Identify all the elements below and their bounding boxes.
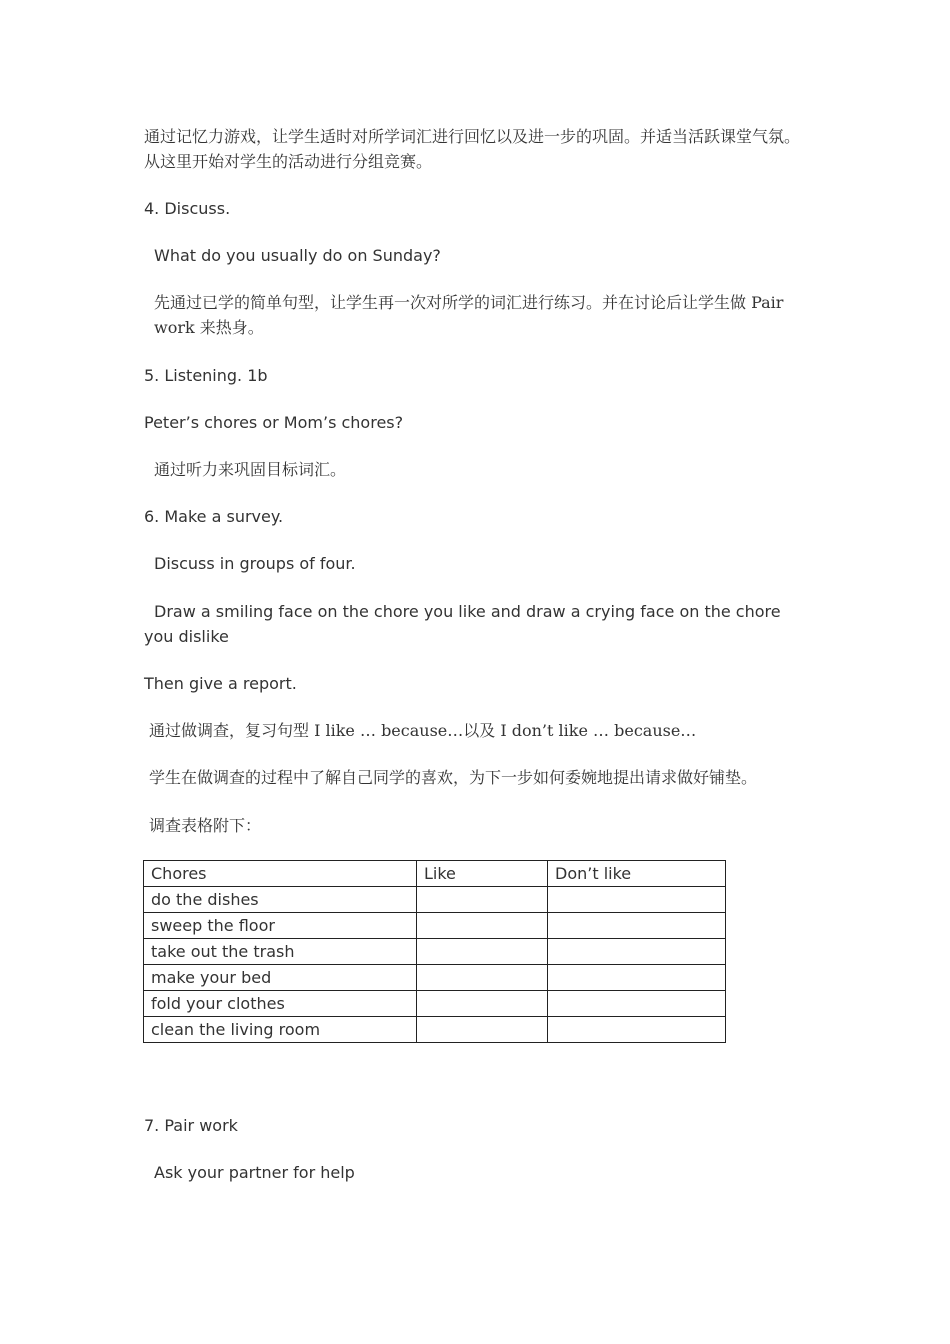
intro-paragraph: 通过记忆力游戏，让学生适时对所学词汇进行回忆以及进一步的巩固。并适当活跃课堂气氛。从这里开始对学生的活动进行分组竞赛。 [144, 127, 801, 171]
survey-table [143, 860, 726, 1043]
section-5-note: 通过听力来巩固目标词汇。 [154, 460, 347, 479]
like-cell [417, 1017, 548, 1043]
dont-like-cell [548, 965, 726, 991]
dont-like-cell [548, 887, 726, 913]
chore-cell: make your bed [144, 965, 417, 991]
table-row [144, 913, 726, 939]
section-7-title: 7. Pair work [144, 1116, 238, 1135]
section-5-question: Peter’s chores or Mom’s chores? [144, 413, 404, 432]
header-chores: Chores [144, 861, 417, 887]
dont-like-cell [548, 1017, 726, 1043]
like-cell [417, 887, 548, 913]
section-6-line-3: Then give a report. [144, 674, 297, 693]
section-5-title: 5. Listening. 1b [144, 366, 268, 385]
chore-cell: take out the trash [144, 939, 417, 965]
section-4-title: 4. Discuss. [144, 199, 231, 218]
like-cell [417, 913, 548, 939]
table-row [144, 1017, 726, 1043]
table-row [144, 939, 726, 965]
table-row [144, 887, 726, 913]
section-4-question: What do you usually do on Sunday? [154, 246, 441, 265]
section-6-note-3: 调查表格附下： [149, 816, 262, 835]
like-cell [417, 965, 548, 991]
section-6-line-1: Discuss in groups of four. [154, 554, 356, 573]
section-6-line-2: Draw a smiling face on the chore you like and draw a crying face on the chore you dislike [144, 602, 781, 646]
like-cell [417, 991, 548, 1017]
table-row [144, 965, 726, 991]
section-7-line-1: Ask your partner for help [154, 1163, 355, 1182]
header-dont-like: Don’t like [548, 861, 726, 887]
dont-like-cell [548, 913, 726, 939]
section-4-note: 先通过已学的简单句型，让学生再一次对所学的词汇进行练习。并在讨论后让学生做 Pair work 来热身。 [154, 293, 784, 337]
section-6-title: 6. Make a survey. [144, 507, 284, 526]
section-6-note-2: 学生在做调查的过程中了解自己同学的喜欢，为下一步如何委婉地提出请求做好铺垫。 [149, 768, 758, 787]
table-row [144, 991, 726, 1017]
chore-cell: do the dishes [144, 887, 417, 913]
header-like: Like [417, 861, 548, 887]
dont-like-cell [548, 939, 726, 965]
chore-cell: clean the living room [144, 1017, 417, 1043]
chore-cell: sweep the floor [144, 913, 417, 939]
table-header-row [144, 861, 726, 887]
like-cell [417, 939, 548, 965]
chore-cell: fold your clothes [144, 991, 417, 1017]
section-6-note-1: 通过做调查，复习句型 I like … because…以及 I don’t like … because… [149, 721, 697, 740]
dont-like-cell [548, 991, 726, 1017]
